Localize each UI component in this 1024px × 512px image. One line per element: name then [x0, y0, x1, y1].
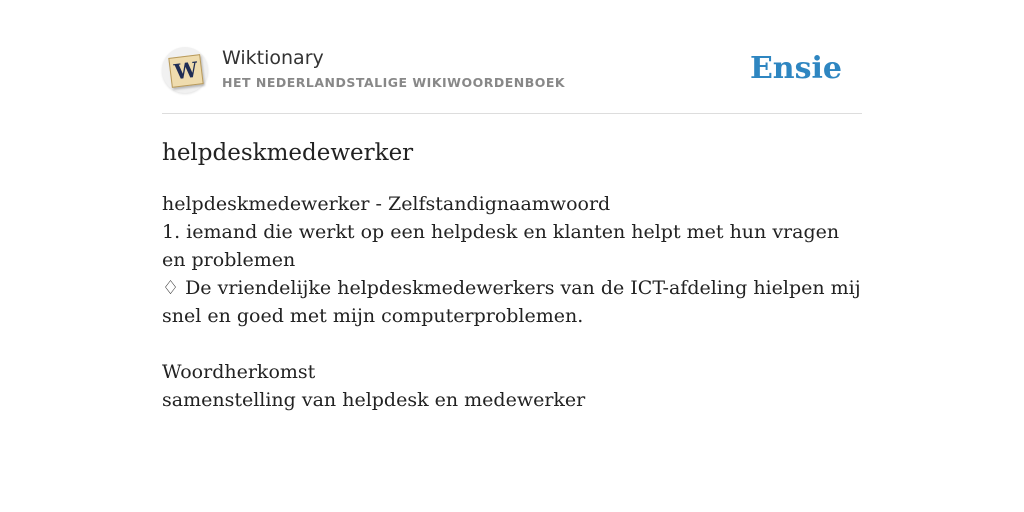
- site-tagline: HET NEDERLANDSTALIGE WIKIWOORDENBOEK: [222, 75, 566, 90]
- page-title: helpdeskmedewerker: [162, 140, 414, 166]
- etymology-heading: Woordherkomst: [162, 361, 316, 383]
- entry-example: ♢ De vriendelijke helpdeskmedewerkers van de ICT-afdeling hielpen mij snel en goed met mijn computerproblemen.: [162, 277, 861, 327]
- spacer: [162, 330, 862, 358]
- entry-headline: helpdeskmedewerker - Zelfstandignaamwoord: [162, 193, 611, 215]
- ensie-brand-link[interactable]: Ensie: [749, 51, 842, 86]
- wiktionary-logo-icon[interactable]: [162, 47, 208, 93]
- entry-definition: 1. iemand die werkt op een helpdesk en klanten helpt met hun vragen en problemen: [162, 221, 840, 271]
- site-name[interactable]: Wiktionary: [222, 47, 324, 69]
- page-container: [162, 0, 862, 411]
- logo-letter: W: [172, 56, 200, 85]
- entry-body: [162, 190, 862, 414]
- etymology-text: samenstelling van helpdesk en medewerker: [162, 389, 586, 411]
- logo-tile: [168, 54, 203, 88]
- site-header: [162, 0, 862, 114]
